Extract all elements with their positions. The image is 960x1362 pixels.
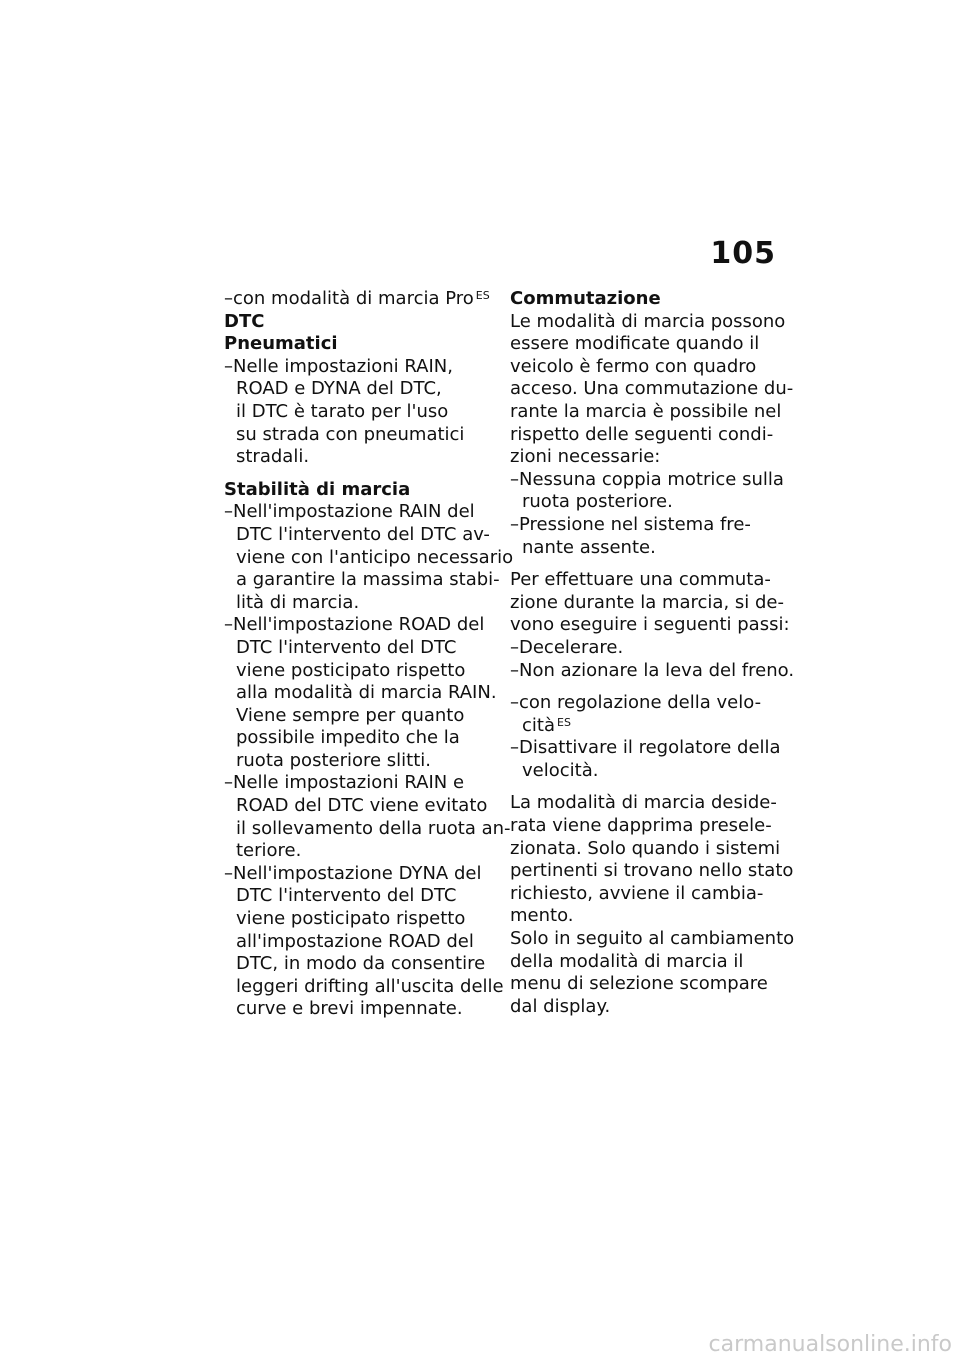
- text-line: [224, 908, 496, 931]
- text-line: [224, 569, 500, 592]
- line-text: zionata. Solo quando i sistemi: [510, 837, 781, 859]
- line-text: rante la marcia è possibile nel: [510, 400, 782, 422]
- line-text: –Decelerare.: [510, 636, 624, 658]
- footer-watermark[interactable]: carmanualsonline.info: [708, 1332, 952, 1357]
- text-line: [510, 996, 780, 1019]
- section-heading: [224, 311, 496, 334]
- line-text: richiesto, avviene il cambia-: [510, 882, 764, 904]
- text-line: [224, 424, 496, 447]
- line-text: nante assente.: [522, 536, 656, 558]
- text-line: [224, 637, 496, 660]
- line-text: –Nell'impostazione ROAD del: [224, 614, 485, 636]
- line-text: menu di selezione scompare: [510, 973, 768, 995]
- text-line: [224, 524, 496, 547]
- text-line: [224, 401, 496, 424]
- es-marker: ES: [475, 289, 490, 302]
- text-line: [224, 682, 496, 705]
- line-text: Solo in seguito al cambiamento: [510, 928, 795, 950]
- line-text: vono eseguire i seguenti passi:: [510, 614, 790, 636]
- section-heading: [224, 333, 496, 356]
- line-text: DTC l'intervento del DTC: [236, 636, 457, 658]
- line-text: della modalità di marcia il: [510, 950, 744, 972]
- text-line: [224, 356, 496, 379]
- text-line: [510, 537, 780, 560]
- line-text: –Disattivare il regolatore della: [510, 737, 781, 759]
- text-line: [224, 840, 496, 863]
- line-text: all'impostazione ROAD del: [236, 930, 474, 952]
- line-text: velocità.: [522, 759, 599, 781]
- line-text: –con modalità di marcia Pro: [224, 288, 474, 309]
- text-line: [510, 815, 780, 838]
- line-text: –Nelle impostazioni RAIN,: [224, 355, 453, 377]
- line-text: veicolo è fermo con quadro: [510, 355, 757, 377]
- line-text: lità di marcia.: [236, 591, 360, 613]
- line-text: cità: [522, 714, 555, 736]
- line-text: dal display.: [510, 995, 611, 1017]
- line-text: mento.: [510, 905, 574, 927]
- paragraph-gap: [224, 469, 496, 479]
- text-line: [224, 614, 496, 637]
- line-text: –con regolazione della velo-: [510, 692, 762, 714]
- text-line: [224, 288, 496, 311]
- line-text: il sollevamento della ruota an-: [236, 817, 511, 839]
- line-text: pertinenti si trovano nello stato: [510, 860, 794, 882]
- line-text: curve e brevi impennate.: [236, 998, 463, 1020]
- line-text: viene con l'anticipo necessario: [236, 546, 514, 568]
- text-line: [224, 863, 496, 886]
- text-line: [510, 715, 780, 738]
- line-text: zioni necessarie:: [510, 446, 661, 468]
- text-line: [224, 750, 496, 773]
- text-line: [224, 953, 496, 976]
- text-line: [224, 378, 496, 401]
- line-text: ROAD del DTC viene evitato: [236, 795, 488, 817]
- line-text: –Non azionare la leva del freno.: [510, 659, 795, 681]
- text-line: [510, 401, 780, 424]
- text-line: [510, 356, 780, 379]
- line-text: a garantire la massima stabi-: [236, 569, 500, 591]
- text-line: [510, 792, 780, 815]
- text-line: [510, 514, 780, 537]
- line-text: –Nessuna coppia motrice sulla: [510, 468, 784, 490]
- section-heading: [510, 288, 780, 311]
- line-text: DTC: [224, 310, 265, 332]
- text-line: [510, 378, 794, 401]
- text-line: [224, 772, 496, 795]
- text-line: [510, 760, 780, 783]
- line-text: acceso. Una commutazione du-: [510, 378, 794, 400]
- text-line: [224, 546, 514, 570]
- right-column: [510, 288, 795, 1018]
- line-text: viene posticipato rispetto: [236, 908, 466, 930]
- text-line: [224, 931, 496, 954]
- text-line: [224, 998, 496, 1021]
- line-text: viene posticipato rispetto: [236, 659, 466, 681]
- line-text: leggeri drifting all'uscita delle: [236, 975, 504, 997]
- text-line: [510, 491, 780, 514]
- paragraph-gap: [510, 682, 780, 692]
- text-line: [510, 860, 794, 883]
- text-line: [510, 569, 780, 592]
- line-text: Le modalità di marcia possono: [510, 310, 786, 332]
- text-line: [510, 310, 786, 334]
- line-text: –Nell'impostazione DYNA del: [224, 862, 482, 884]
- text-line: [224, 660, 496, 683]
- line-text: zione durante la marcia, si de-: [510, 591, 784, 613]
- line-text: su strada con pneumatici: [236, 423, 465, 445]
- line-text: ruota posteriore.: [522, 491, 673, 513]
- paragraph-gap: [510, 782, 780, 792]
- text-line: [510, 951, 780, 974]
- text-line: [510, 973, 780, 996]
- text-line: [224, 885, 496, 908]
- text-line: [510, 446, 780, 469]
- text-line: [510, 928, 795, 951]
- line-text: DTC l'intervento del DTC av-: [236, 523, 490, 545]
- line-text: –Nell'impostazione RAIN del: [224, 501, 475, 523]
- text-line: [510, 838, 780, 861]
- paragraph-gap: [510, 559, 780, 569]
- line-text: ruota posteriore slitti.: [236, 749, 432, 771]
- text-line: [510, 737, 780, 760]
- text-line: [510, 424, 780, 447]
- line-text: DTC l'intervento del DTC: [236, 885, 457, 907]
- text-line: [510, 614, 790, 637]
- text-line: [510, 333, 780, 356]
- line-text: –Pressione nel sistema fre-: [510, 513, 751, 535]
- line-text: teriore.: [236, 840, 302, 862]
- line-text: alla modalità di marcia RAIN.: [236, 682, 497, 704]
- line-text: stradali.: [236, 446, 310, 468]
- line-text: DTC, in modo da consentire: [236, 953, 486, 975]
- line-text: essere modificate quando il: [510, 333, 760, 355]
- left-column: [224, 288, 514, 1021]
- text-line: [510, 883, 780, 906]
- text-line: [510, 905, 780, 928]
- text-line: [510, 591, 784, 615]
- text-line: [224, 501, 496, 524]
- text-line: [224, 817, 511, 841]
- text-line: [224, 705, 496, 728]
- line-text: ROAD e DYNA del DTC,: [236, 378, 442, 400]
- line-text: Pneumatici: [224, 333, 338, 355]
- line-text: Per effettuare una commuta-: [510, 569, 771, 591]
- text-line: [510, 659, 795, 683]
- text-line: [224, 592, 496, 615]
- text-line: [510, 468, 784, 492]
- text-line: [510, 637, 780, 660]
- line-text: –Nelle impostazioni RAIN e: [224, 772, 465, 794]
- line-text: La modalità di marcia deside-: [510, 792, 777, 814]
- line-text: rispetto delle seguenti condi-: [510, 423, 774, 445]
- line-text: Viene sempre per quanto: [236, 704, 465, 726]
- section-heading: [224, 479, 496, 502]
- text-line: [224, 795, 496, 818]
- page-number: 105: [710, 236, 776, 271]
- line-text: Commutazione: [510, 288, 661, 309]
- text-line: [224, 446, 496, 469]
- line-text: rata viene dapprima presele-: [510, 815, 772, 837]
- line-text: il DTC è tarato per l'uso: [236, 400, 449, 422]
- text-line: [510, 692, 780, 715]
- text-line: [224, 975, 504, 999]
- text-line: [224, 727, 496, 750]
- line-text: possibile impedito che la: [236, 727, 460, 749]
- es-marker: ES: [557, 715, 571, 729]
- line-text: Stabilità di marcia: [224, 478, 411, 500]
